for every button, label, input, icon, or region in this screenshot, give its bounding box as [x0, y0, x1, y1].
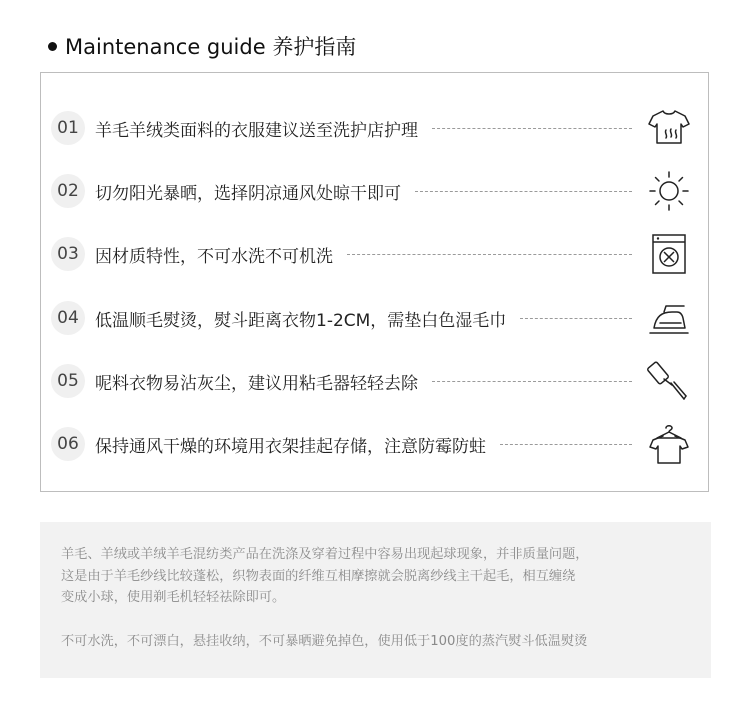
pilling-note	[40, 522, 711, 678]
guide-item-02	[51, 169, 692, 213]
item-text: 切勿阳光暴晒，选择阴凉通风处晾干即可	[95, 183, 401, 204]
note-line: 羊毛、羊绒或羊绒羊毛混纺类产品在洗涤及穿着过程中容易出现起球现象，并非质量问题，	[61, 547, 589, 562]
note-line: 这是由于羊毛纱线比较蓬松，织物表面的纤维互相摩擦就会脱离纱线主干起毛，相互缠绕	[61, 568, 576, 584]
maintenance-guide-box	[40, 72, 709, 492]
dashed-leader	[500, 444, 632, 445]
guide-item-04	[51, 296, 692, 340]
bullet-dot	[48, 42, 57, 51]
guide-item-06	[51, 422, 692, 466]
item-number: 04	[51, 301, 85, 335]
dashed-leader	[415, 191, 632, 192]
item-number: 06	[51, 427, 85, 461]
guide-item-03	[51, 232, 692, 276]
page-title-text: Maintenance guide 养护指南	[65, 35, 357, 59]
item-text: 呢料衣物易沾灰尘，建议用粘毛器轻轻去除	[95, 373, 418, 394]
item-text: 保持通风干燥的环境用衣架挂起存储，注意防霉防蛀	[95, 436, 486, 457]
lint-roller-icon	[646, 359, 692, 403]
item-number: 05	[51, 364, 85, 398]
page-title	[48, 30, 356, 62]
shirt-steam-icon	[646, 106, 692, 150]
dashed-leader	[347, 254, 632, 255]
guide-item-05	[51, 359, 692, 403]
note-line: 不可水洗，不可漂白，悬挂收纳，不可暴晒避免掉色，使用低于100度的蒸汽熨斗低温熨烫	[61, 633, 588, 649]
item-text: 低温顺毛熨烫，熨斗距离衣物1-2CM，需垫白色湿毛巾	[95, 310, 507, 331]
dashed-leader	[520, 318, 632, 319]
dashed-leader	[432, 128, 632, 129]
no-machine-wash-icon	[646, 232, 692, 276]
item-text: 因材质特性，不可水洗不可机洗	[95, 246, 333, 267]
item-number: 01	[51, 111, 85, 145]
hanger-shirt-icon	[646, 422, 692, 466]
sun-icon	[646, 169, 692, 213]
guide-item-01	[51, 106, 692, 150]
item-number: 02	[51, 174, 85, 208]
item-number: 03	[51, 237, 85, 271]
item-text: 羊毛羊绒类面料的衣服建议送至洗护店护理	[95, 120, 418, 141]
iron-icon	[646, 296, 692, 340]
note-line: 变成小球，使用剃毛机轻轻祛除即可。	[61, 590, 286, 605]
dashed-leader	[432, 381, 632, 382]
